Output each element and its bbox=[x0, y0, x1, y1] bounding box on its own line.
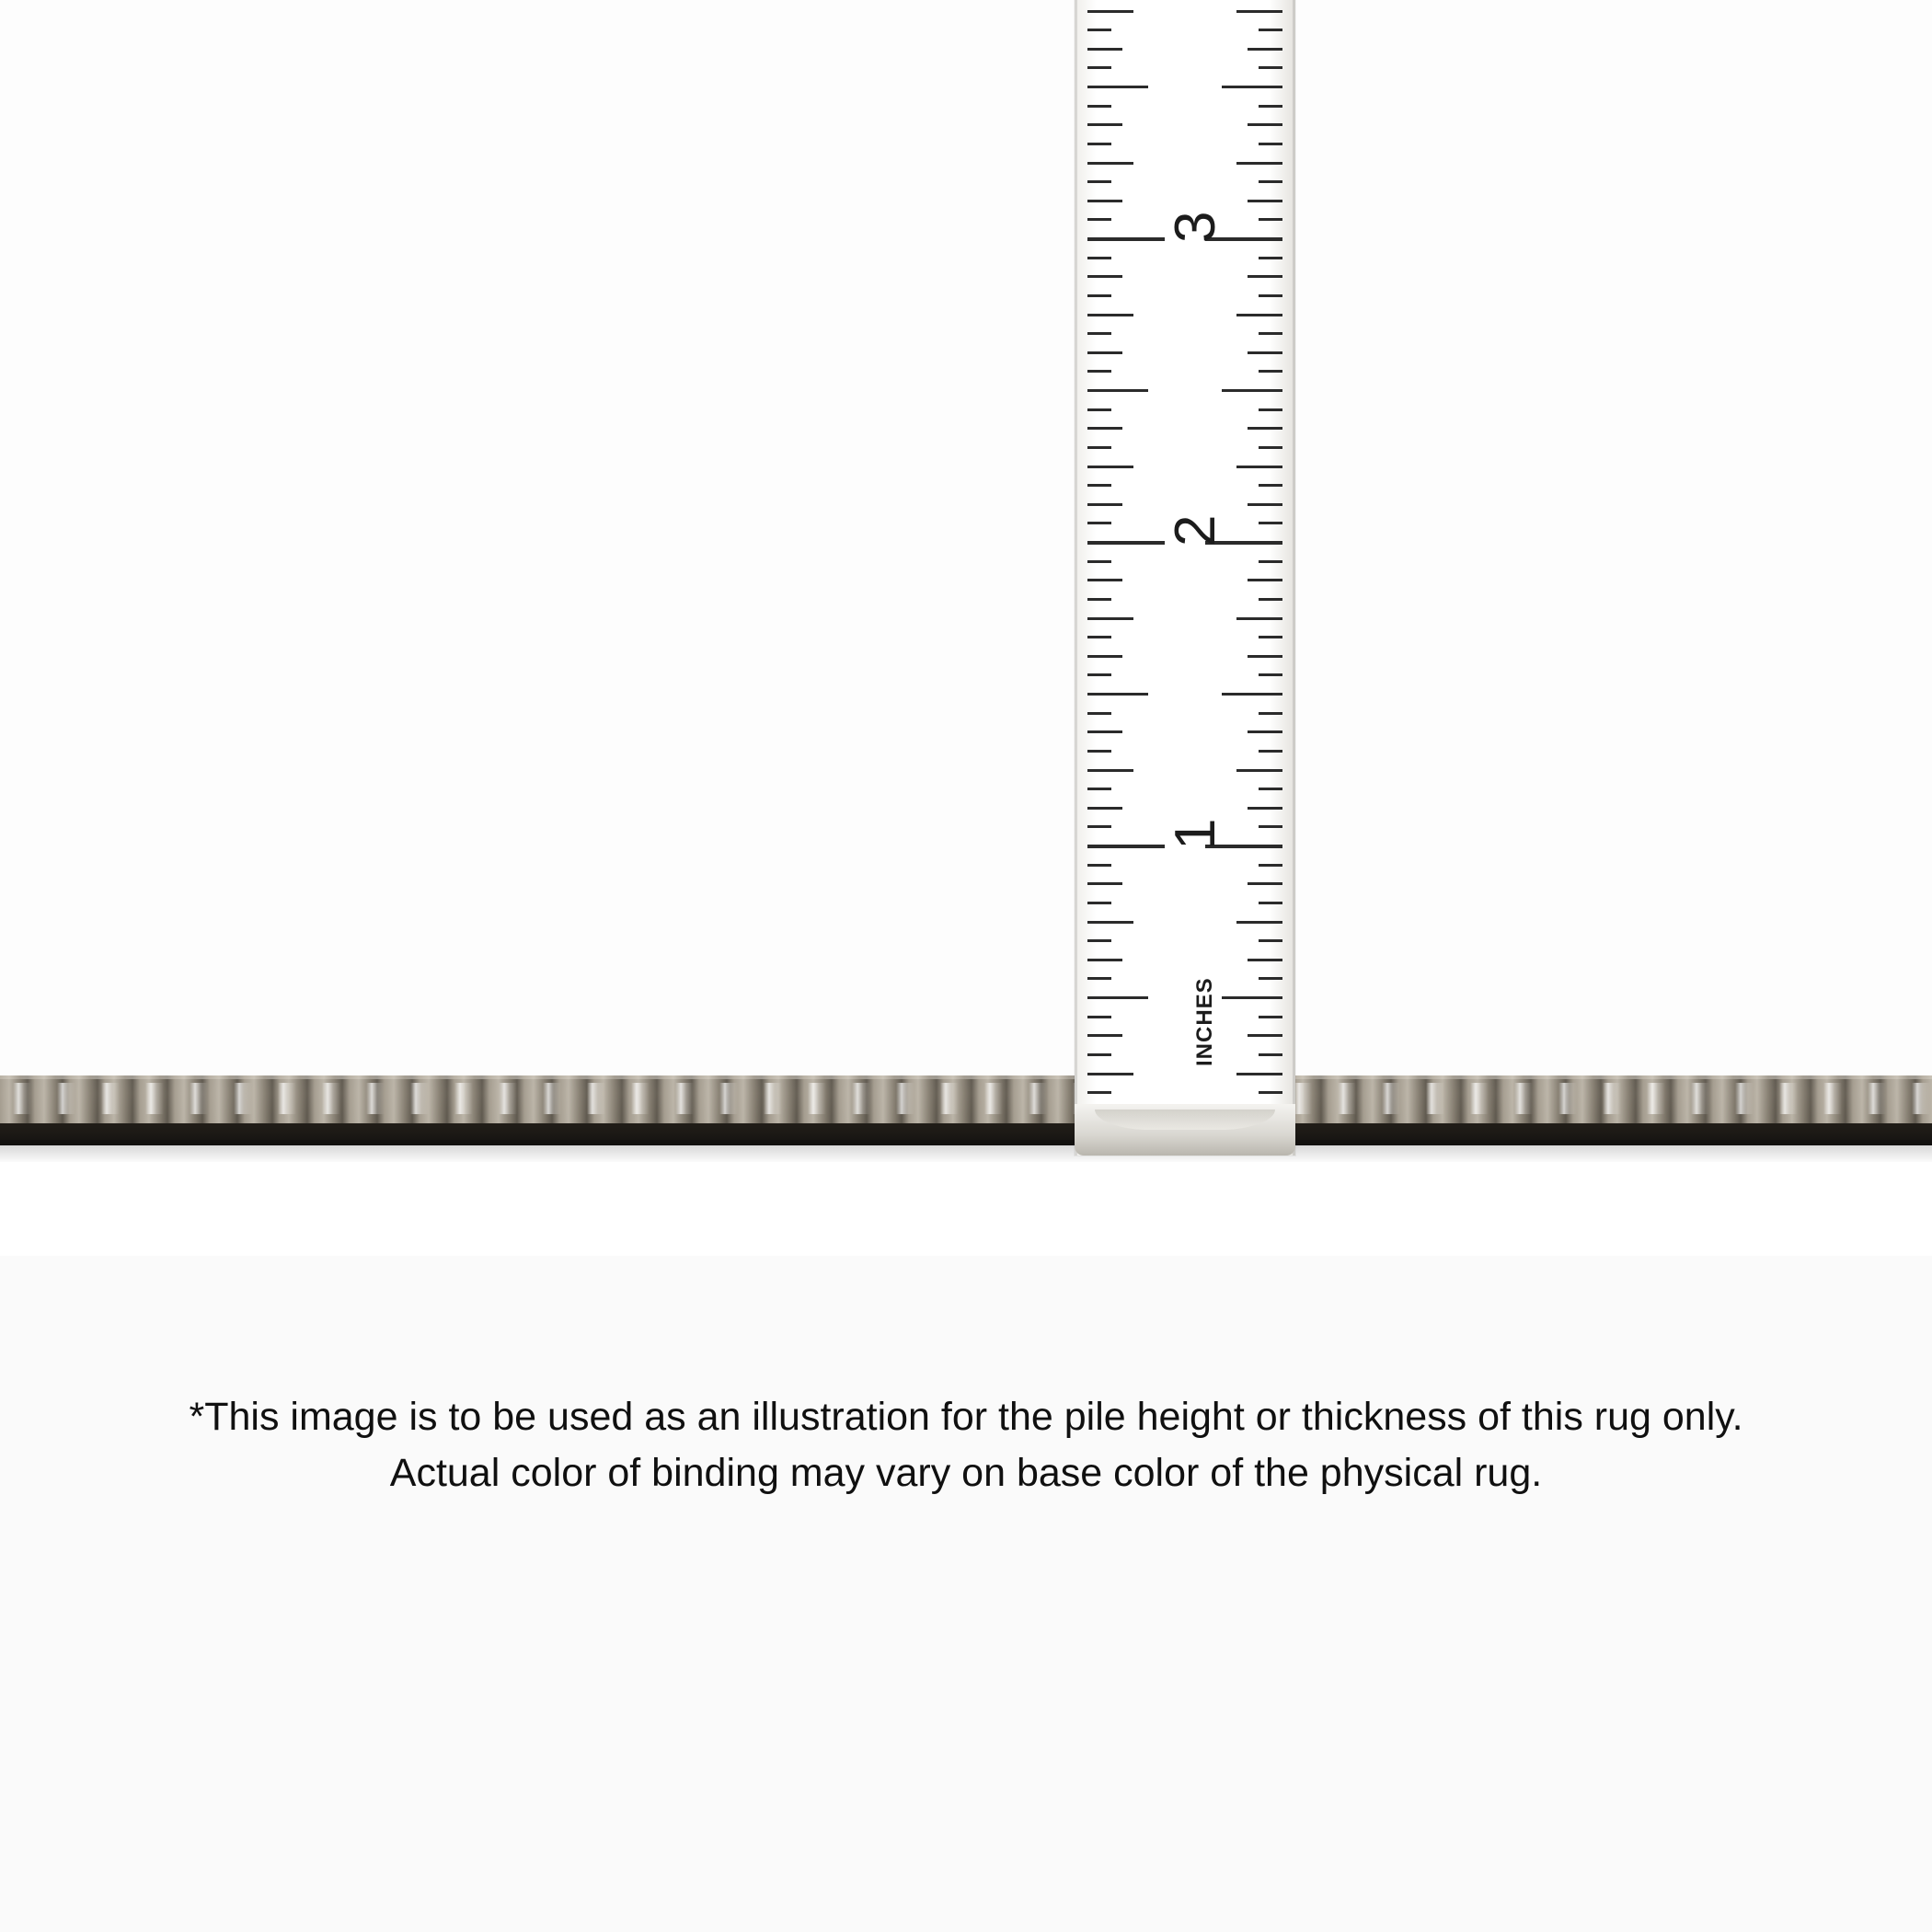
ruler-tick bbox=[1236, 314, 1282, 316]
ruler-tick bbox=[1087, 294, 1111, 297]
ruler-tick bbox=[1087, 730, 1122, 733]
rug-cross-section bbox=[0, 1063, 1932, 1162]
ruler-tick bbox=[1248, 1034, 1282, 1037]
ruler-tick bbox=[1087, 180, 1111, 183]
ruler-tick bbox=[1087, 275, 1122, 278]
ruler-tick bbox=[1087, 200, 1122, 202]
ruler-tick bbox=[1259, 29, 1282, 31]
ruler-tick bbox=[1259, 332, 1282, 335]
ruler-tick bbox=[1087, 788, 1111, 790]
tape-measure-tip-highlight bbox=[1095, 1110, 1275, 1130]
ruler-tick bbox=[1259, 1016, 1282, 1018]
ruler-tick bbox=[1087, 484, 1111, 487]
ruler-tick bbox=[1259, 180, 1282, 183]
ruler-tick bbox=[1248, 503, 1282, 506]
ruler-tick bbox=[1248, 48, 1282, 51]
ruler-tick bbox=[1259, 788, 1282, 790]
ruler-tick bbox=[1087, 105, 1111, 108]
ruler-tick bbox=[1259, 370, 1282, 373]
ruler-tick bbox=[1259, 560, 1282, 563]
ruler-tick bbox=[1087, 162, 1133, 165]
ruler-tick bbox=[1087, 48, 1122, 51]
ruler-tick bbox=[1236, 10, 1282, 13]
ruler-tick bbox=[1259, 825, 1282, 828]
ruler-tick bbox=[1087, 750, 1111, 753]
ruler-tick bbox=[1259, 864, 1282, 867]
ruler-tick bbox=[1259, 105, 1282, 108]
ruler-tick bbox=[1087, 143, 1111, 145]
ruler-tick bbox=[1248, 655, 1282, 658]
ruler-tick bbox=[1087, 446, 1111, 449]
ruler-tick bbox=[1259, 1053, 1282, 1056]
ruler-tick bbox=[1087, 257, 1111, 259]
ruler-tick bbox=[1087, 996, 1148, 999]
ruler-tick bbox=[1259, 977, 1282, 980]
ruler-tick bbox=[1087, 977, 1111, 980]
ruler-tick bbox=[1087, 503, 1122, 506]
ruler-tick bbox=[1087, 86, 1148, 88]
ruler-tick bbox=[1087, 389, 1148, 392]
ruler-tick bbox=[1087, 655, 1122, 658]
ruler-tick bbox=[1259, 673, 1282, 676]
ruler-tick bbox=[1259, 218, 1282, 221]
ruler-tick bbox=[1087, 427, 1122, 430]
ruler-tick bbox=[1087, 541, 1165, 545]
ruler-tick bbox=[1087, 845, 1165, 848]
ruler-tick bbox=[1248, 730, 1282, 733]
ruler-tick bbox=[1087, 237, 1165, 241]
ruler-tick bbox=[1259, 257, 1282, 259]
ruler-tick bbox=[1259, 939, 1282, 942]
ruler-tick bbox=[1087, 351, 1122, 354]
rug-drop-shadow bbox=[0, 1140, 1932, 1162]
ruler-tick bbox=[1248, 807, 1282, 810]
ruler-tick bbox=[1259, 712, 1282, 715]
ruler-tick bbox=[1087, 864, 1111, 867]
ruler-tick bbox=[1222, 86, 1282, 88]
ruler-tick bbox=[1259, 408, 1282, 411]
ruler-tick bbox=[1087, 959, 1122, 961]
ruler-tick bbox=[1087, 10, 1133, 13]
ruler-tick bbox=[1087, 902, 1111, 904]
tape-measure-tip bbox=[1075, 1104, 1295, 1156]
ruler-tick bbox=[1236, 162, 1282, 165]
ruler-tick bbox=[1087, 66, 1111, 69]
backdrop-lower bbox=[0, 1256, 1932, 1932]
ruler-tick bbox=[1087, 1016, 1111, 1018]
tape-measure bbox=[1075, 0, 1295, 1156]
disclaimer-caption bbox=[0, 1389, 1932, 1501]
caption-line-1: *This image is to be used as an illustration for the pile height or thickness of this rug only. bbox=[189, 1395, 1743, 1439]
ruler-tick bbox=[1087, 314, 1133, 316]
ruler-tick bbox=[1259, 1091, 1282, 1094]
ruler-tick bbox=[1087, 825, 1111, 828]
ruler-tick bbox=[1259, 294, 1282, 297]
ruler-tick bbox=[1248, 427, 1282, 430]
ruler-tick bbox=[1222, 693, 1282, 696]
ruler-tick bbox=[1222, 389, 1282, 392]
rug-binding-highlights bbox=[0, 1083, 1932, 1114]
ruler-tick bbox=[1087, 29, 1111, 31]
ruler-tick bbox=[1087, 522, 1111, 524]
ruler-tick bbox=[1248, 123, 1282, 126]
ruler-tick bbox=[1248, 200, 1282, 202]
tape-edge-left bbox=[1075, 0, 1077, 1156]
ruler-tick bbox=[1087, 636, 1111, 638]
ruler-tick bbox=[1259, 598, 1282, 601]
ruler-tick bbox=[1087, 939, 1111, 942]
ruler-label-2: 2 bbox=[1164, 514, 1227, 546]
ruler-tick bbox=[1087, 1053, 1111, 1056]
ruler-tick bbox=[1087, 807, 1122, 810]
ruler-label-3: 3 bbox=[1164, 211, 1227, 243]
ruler-tick bbox=[1248, 275, 1282, 278]
ruler-tick bbox=[1087, 123, 1122, 126]
ruler-tick bbox=[1087, 693, 1148, 696]
ruler-tick bbox=[1248, 959, 1282, 961]
ruler-tick bbox=[1222, 996, 1282, 999]
ruler-tick bbox=[1259, 636, 1282, 638]
ruler-tick bbox=[1236, 617, 1282, 620]
tape-edge-right bbox=[1293, 0, 1295, 1156]
ruler-tick bbox=[1259, 902, 1282, 904]
ruler-tick bbox=[1259, 66, 1282, 69]
ruler-tick bbox=[1087, 466, 1133, 468]
ruler-tick bbox=[1087, 579, 1122, 581]
ruler-tick bbox=[1087, 673, 1111, 676]
ruler-tick bbox=[1087, 1034, 1122, 1037]
ruler-label-1: 1 bbox=[1164, 818, 1227, 850]
ruler-tick bbox=[1087, 1073, 1133, 1075]
ruler-tick bbox=[1248, 351, 1282, 354]
ruler-tick bbox=[1236, 921, 1282, 924]
ruler-tick bbox=[1236, 466, 1282, 468]
ruler-tick bbox=[1087, 769, 1133, 772]
ruler-tick bbox=[1087, 617, 1133, 620]
ruler-tick bbox=[1236, 769, 1282, 772]
ruler-tick bbox=[1259, 484, 1282, 487]
ruler-tick bbox=[1259, 143, 1282, 145]
ruler-tick bbox=[1259, 522, 1282, 524]
ruler-unit-label: INCHES bbox=[1192, 977, 1217, 1066]
ruler-tick bbox=[1259, 446, 1282, 449]
ruler-tick bbox=[1087, 370, 1111, 373]
ruler-tick bbox=[1087, 712, 1111, 715]
ruler-tick bbox=[1087, 921, 1133, 924]
ruler-tick bbox=[1087, 408, 1111, 411]
ruler-tick bbox=[1248, 882, 1282, 885]
ruler-tick bbox=[1087, 882, 1122, 885]
ruler-tick bbox=[1087, 1091, 1111, 1094]
ruler-tick bbox=[1087, 560, 1111, 563]
ruler-tick bbox=[1236, 1073, 1282, 1075]
ruler-tick bbox=[1087, 598, 1111, 601]
ruler-tick bbox=[1248, 579, 1282, 581]
ruler-tick bbox=[1087, 332, 1111, 335]
ruler-tick bbox=[1087, 218, 1111, 221]
ruler-tick bbox=[1259, 750, 1282, 753]
caption-line-2: Actual color of binding may vary on base color of the physical rug. bbox=[389, 1451, 1543, 1496]
